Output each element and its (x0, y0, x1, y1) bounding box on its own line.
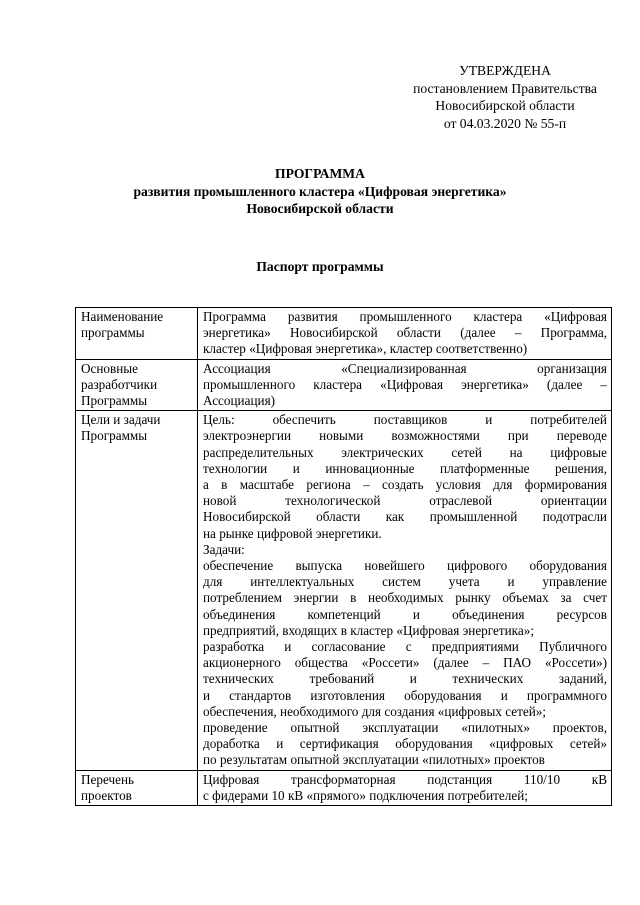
row-value-line: электроэнергии новыми возможностями при переводе (203, 428, 607, 444)
row-value-line: разработка и согласование с предприятиями Публичного (203, 639, 607, 655)
row-value-line: Задачи: (203, 541, 245, 557)
table-row (76, 359, 612, 411)
row-label-line: Программы (81, 393, 148, 409)
program-title-line: ПРОГРАММА (275, 166, 365, 181)
row-label-cell (76, 359, 198, 411)
row-value-cell (198, 308, 612, 360)
row-value-line: технических требований и технических заданий, (203, 671, 607, 687)
row-value-line: предприятий, входящих в кластер «Цифровая энергетика»; (203, 622, 534, 638)
row-value-line: кластер «Цифровая энергетика», кластер соответственно) (203, 341, 528, 357)
row-value-line: с фидерами 10 кВ «прямого» подключения потребителей; (203, 787, 528, 803)
row-value-line: а в масштабе региона – создать условия для формирования (203, 477, 607, 493)
row-value-line: Программа развития промышленного кластера «Цифровая (203, 309, 607, 324)
table-row (76, 411, 612, 770)
approval-authority: постановлением Правительства (413, 80, 597, 96)
row-value-line: новой технологической отраслевой ориентации (203, 493, 607, 509)
row-label-line: проектов (81, 787, 132, 803)
row-value-line: Ассоциация) (203, 393, 276, 409)
passport-table (75, 307, 612, 806)
row-value-cell (198, 411, 612, 770)
row-value-line: по результатам опытной эксплуатации «пилотных» проектов (203, 752, 545, 768)
row-value-line: обеспечение выпуска новейшего цифрового оборудования (203, 558, 607, 574)
row-value-line: обеспечения, необходимого для создания «цифровых сетей»; (203, 703, 547, 719)
row-label-cell (76, 770, 198, 805)
row-value-line: для интеллектуальных систем учета и управление (203, 574, 607, 590)
approval-date-number: от 04.03.2020 № 55-п (443, 115, 567, 131)
row-label-line: Перечень (81, 771, 135, 787)
row-value-cell (198, 359, 612, 411)
table-row (76, 308, 612, 360)
row-value-line: объединения компетенций и объединения ресурсов (203, 606, 607, 622)
approval-status: УТВЕРЖДЕНА (459, 63, 551, 78)
row-value-line: Новосибирской области как промышленной подотрасли (203, 509, 607, 525)
row-value-line: распределительных электрических сетей на цифровые (203, 444, 607, 460)
row-value-line: доработка и сертификация оборудования «цифровых сетей» (203, 736, 607, 752)
table-row (76, 770, 612, 805)
program-title-line: развития промышленного кластера «Цифровая энергетика» (133, 183, 507, 199)
approval-region: Новосибирской области (435, 98, 575, 113)
row-value-cell (198, 770, 612, 805)
row-value-line: технологии и инновационные платформенные решения, (203, 460, 607, 476)
row-value-line: Цифровая трансформаторная подстанция 110/10 кВ (203, 771, 607, 787)
program-title (0, 165, 640, 218)
row-label-line: Основные (81, 360, 139, 376)
row-label-line: Цели и задачи (81, 412, 161, 428)
row-value-line: потреблением энергии в необходимых рынку объемах за счет (203, 590, 607, 606)
row-label-cell (76, 308, 198, 360)
row-value-line: на рынке цифровой энергетики. (203, 525, 382, 541)
row-label-line: Программы (81, 428, 148, 444)
row-label-line: разработчики (81, 376, 158, 392)
program-title-line: Новосибирской области (246, 201, 394, 216)
row-value-line: энергетика» Новосибирской области (далее – Программа, (203, 325, 607, 341)
row-value-line: Ассоциация «Специализированная организация (203, 360, 607, 376)
passport-heading: Паспорт программы (256, 259, 384, 274)
row-value-line: проведение опытной эксплуатации «пилотных» проектов, (203, 720, 607, 736)
approval-block (398, 62, 612, 132)
row-value-line: промышленного кластера «Цифровая энергетика» (далее – (203, 376, 607, 392)
row-label-cell (76, 411, 198, 770)
row-label-line: Наименование (81, 309, 164, 324)
row-value-line: и стандартов изготовления оборудования и программного (203, 687, 607, 703)
row-value-line: Цель: обеспечить поставщиков и потребителей (203, 412, 607, 428)
row-value-line: акционерного общества «Россети» (далее – ПАО «Россети») (203, 655, 607, 671)
row-label-line: программы (81, 325, 145, 341)
